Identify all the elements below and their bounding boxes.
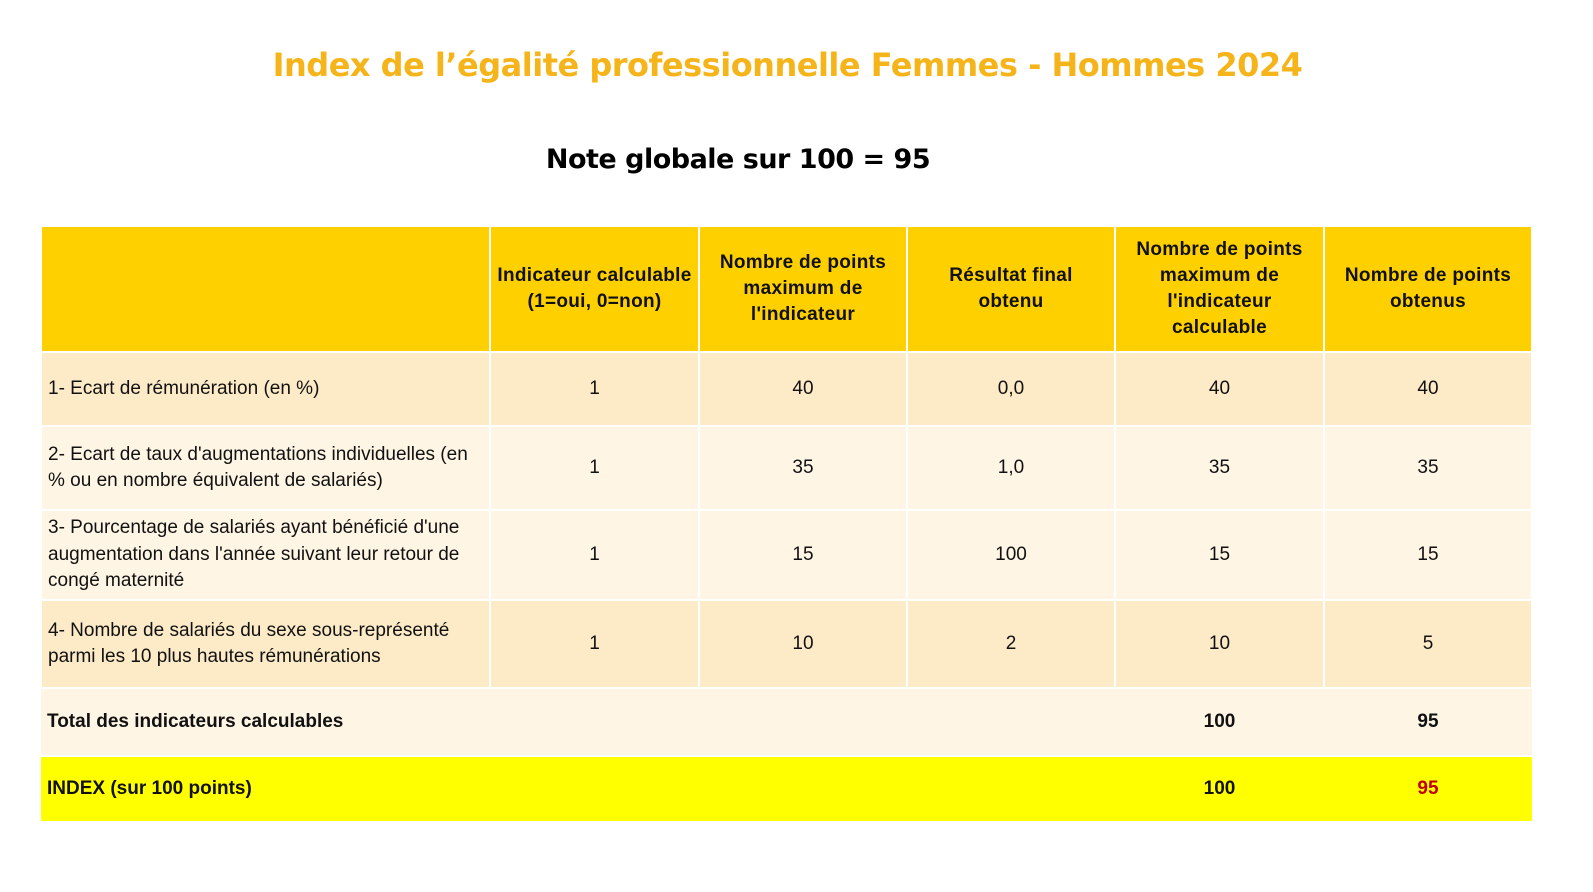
cell-max-points: 40 <box>699 352 907 426</box>
header-max-points: Nombre de points maximum de l'indicateur <box>699 226 907 352</box>
global-score: Note globale sur 100 = 95 <box>545 144 931 175</box>
table-header-row <box>41 226 1532 352</box>
row-label: 4- Nombre de salariés du sexe sous-représenté parmi les 10 plus hautes rémunérations <box>41 600 490 688</box>
table-row <box>41 426 1532 510</box>
cell-max-points: 15 <box>699 510 907 600</box>
cell-points: 5 <box>1324 600 1532 688</box>
cell-max-points-calc: 35 <box>1115 426 1324 510</box>
cell-calculable: 1 <box>490 426 699 510</box>
cell-points: 35 <box>1324 426 1532 510</box>
index-label: INDEX (sur 100 points) <box>41 756 1115 821</box>
header-points: Nombre de points obtenus <box>1324 226 1532 352</box>
cell-result: 0,0 <box>907 352 1115 426</box>
cell-points: 15 <box>1324 510 1532 600</box>
row-label: 1- Ecart de rémunération (en %) <box>41 352 490 426</box>
total-points: 95 <box>1324 688 1532 756</box>
header-label <box>41 226 490 352</box>
total-max-points-calc: 100 <box>1115 688 1324 756</box>
header-result: Résultat final obtenu <box>907 226 1115 352</box>
index-row <box>41 756 1532 821</box>
row-label: 3- Pourcentage de salariés ayant bénéficié d'une augmentation dans l'année suivant leur retour de congé maternité <box>41 510 490 600</box>
page-title: Index de l’égalité professionnelle Femmes - Hommes 2024 <box>272 46 1303 84</box>
header-max-points-calc: Nombre de points maximum de l'indicateur calculable <box>1115 226 1324 352</box>
cell-calculable: 1 <box>490 352 699 426</box>
header-calculable: Indicateur calculable (1=oui, 0=non) <box>490 226 699 352</box>
total-row <box>41 688 1532 756</box>
table-row <box>41 600 1532 688</box>
cell-points: 40 <box>1324 352 1532 426</box>
total-label: Total des indicateurs calculables <box>41 688 1115 756</box>
cell-max-points: 10 <box>699 600 907 688</box>
cell-result: 1,0 <box>907 426 1115 510</box>
index-points: 95 <box>1324 756 1532 821</box>
cell-result: 100 <box>907 510 1115 600</box>
cell-calculable: 1 <box>490 510 699 600</box>
row-label: 2- Ecart de taux d'augmentations individuelles (en % ou en nombre équivalent de salariés) <box>41 426 490 510</box>
cell-max-points-calc: 10 <box>1115 600 1324 688</box>
table-row <box>41 352 1532 426</box>
cell-calculable: 1 <box>490 600 699 688</box>
cell-max-points-calc: 40 <box>1115 352 1324 426</box>
cell-result: 2 <box>907 600 1115 688</box>
index-table <box>40 225 1533 821</box>
cell-max-points: 35 <box>699 426 907 510</box>
table-row <box>41 510 1532 600</box>
cell-max-points-calc: 15 <box>1115 510 1324 600</box>
index-max-points-calc: 100 <box>1115 756 1324 821</box>
